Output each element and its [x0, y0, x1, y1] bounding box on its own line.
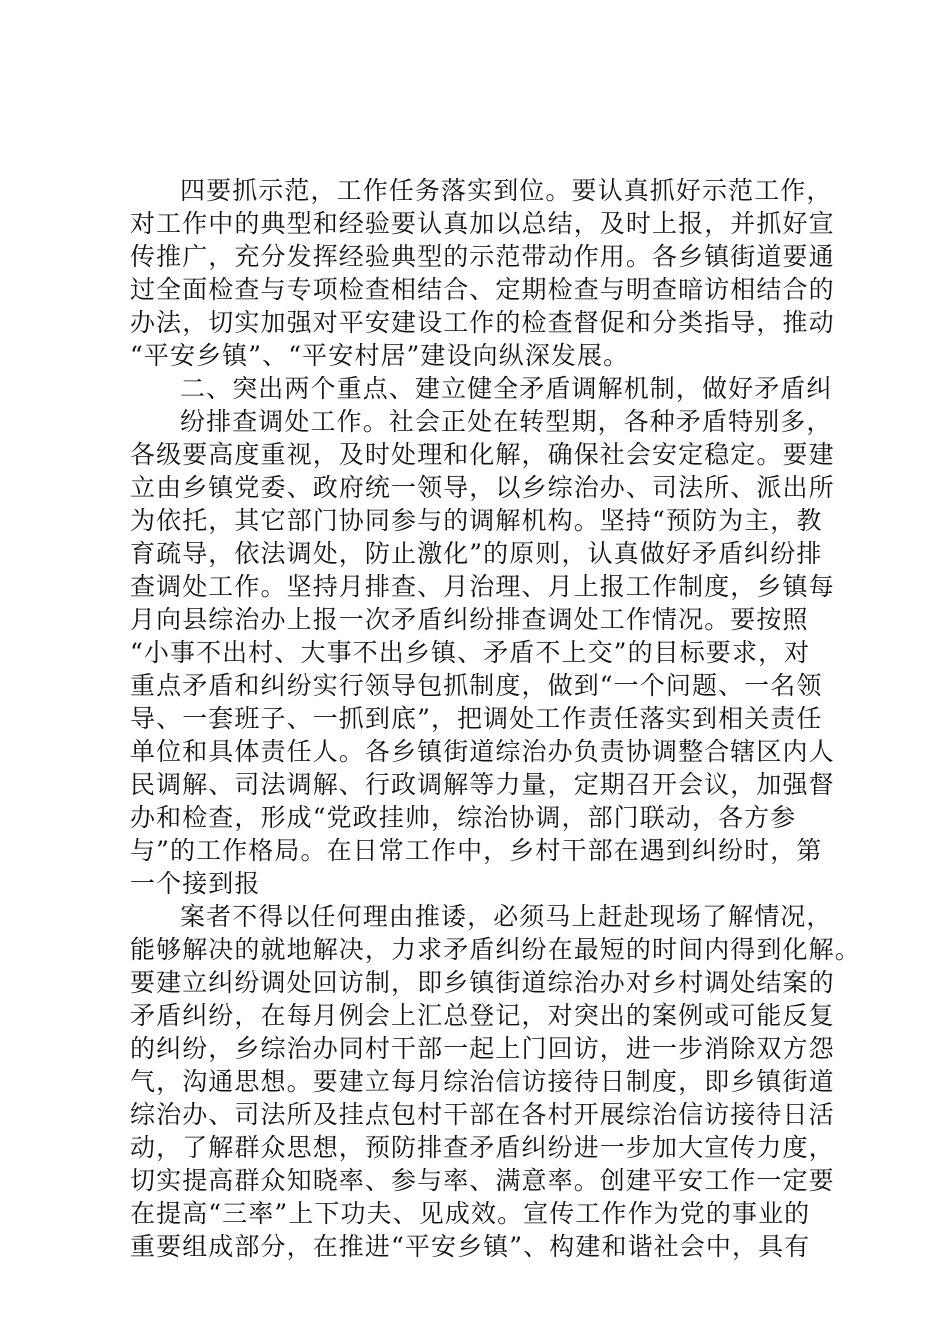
text-line: 要建立纠纷调处回访制，即乡镇街道综治办对乡村调处结案的 [130, 968, 835, 997]
text-line: 对工作中的典型和经验要认真加以总结，及时上报，并抓好宣 [130, 209, 835, 238]
section-heading: 二、突出两个重点、建立健全矛盾调解机制，做好矛盾纠 [180, 374, 833, 403]
text-line: 育疏导，依法调处，防止激化”的原则，认真做好矛盾纠纷排 [130, 539, 823, 568]
text-line: 综治办、司法所及挂点包村干部在各村开展综治信访接待日活 [130, 1100, 835, 1129]
text-line: 案者不得以任何理由推诿，必须马上赶赴现场了解情况， [180, 902, 833, 931]
text-line: 办和检查，形成“党政挂帅，综治协调，部门联动，各方参 [130, 803, 797, 832]
text-line: 与”的工作格局。在日常工作中，乡村干部在遇到纠纷时，第 [130, 836, 823, 865]
text-line: 气，沟通思想。要建立每月综治信访接待日制度，即乡镇街道 [130, 1067, 835, 1096]
text-line: 能够解决的就地解决，力求矛盾纠纷在最短的时间内得到化解。 [130, 935, 861, 964]
text-line: 重要组成部分，在推进“平安乡镇”、构建和谐社会中，具有 [130, 1232, 811, 1261]
text-line: 四要抓示范，工作任务落实到位。要认真抓好示范工作， [180, 176, 833, 205]
text-line: 的纠纷，乡综治办同村干部一起上门回访，进一步消除双方怨 [130, 1034, 835, 1063]
text-line: 过全面检查与专项检查相结合、定期检查与明查暗访相结合的 [130, 275, 835, 304]
text-line: 在提高“三率”上下功夫、见成效。宣传工作作为党的事业的 [130, 1199, 811, 1228]
text-line: 切实提高群众知晓率、参与率、满意率。创建平安工作一定要 [130, 1166, 835, 1195]
text-line: 矛盾纠纷，在每月例会上汇总登记，对突出的案例或可能反复 [130, 1001, 835, 1030]
text-line: 传推广，充分发挥经验典型的示范带动作用。各乡镇街道要通 [130, 242, 835, 271]
text-line: 查调处工作。坚持月排查、月治理、月上报工作制度，乡镇每 [130, 572, 835, 601]
text-line: 立由乡镇党委、政府统一领导，以乡综治办、司法所、派出所 [130, 473, 835, 502]
text-line: 导、一套班子、一抓到底”，把调处工作责任落实到相关责任 [130, 704, 823, 733]
text-line: 为依托，其它部门协同参与的调解机构。坚持“预防为主，教 [130, 506, 823, 535]
text-line: 单位和具体责任人。各乡镇街道综治办负责协调整合辖区内人 [130, 737, 835, 766]
text-line: 重点矛盾和纠纷实行领导包抓制度，做到“一个问题、一名领 [130, 671, 823, 700]
text-line: 各级要高度重视，及时处理和化解，确保社会安定稳定。要建 [130, 440, 835, 469]
text-line: 一个接到报 [130, 869, 261, 898]
text-line: 动，了解群众思想，预防排查矛盾纠纷进一步加大宣传力度， [130, 1133, 835, 1162]
text-line: 办法，切实加强对平安建设工作的检查督促和分类指导，推动 [130, 308, 835, 337]
text-line: 月向县综治办上报一次矛盾纠纷排查调处工作情况。要按照 [130, 605, 809, 634]
text-line: 民调解、司法调解、行政调解等力量，定期召开会议，加强督 [130, 770, 835, 799]
text-line: 纷排查调处工作。社会正处在转型期，各种矛盾特别多， [180, 407, 833, 436]
text-line: “小事不出村、大事不出乡镇、矛盾不上交”的目标要求，对 [130, 638, 811, 667]
text-line: “平安乡镇”、“平安村居”建设向纵深发展。 [130, 341, 630, 370]
